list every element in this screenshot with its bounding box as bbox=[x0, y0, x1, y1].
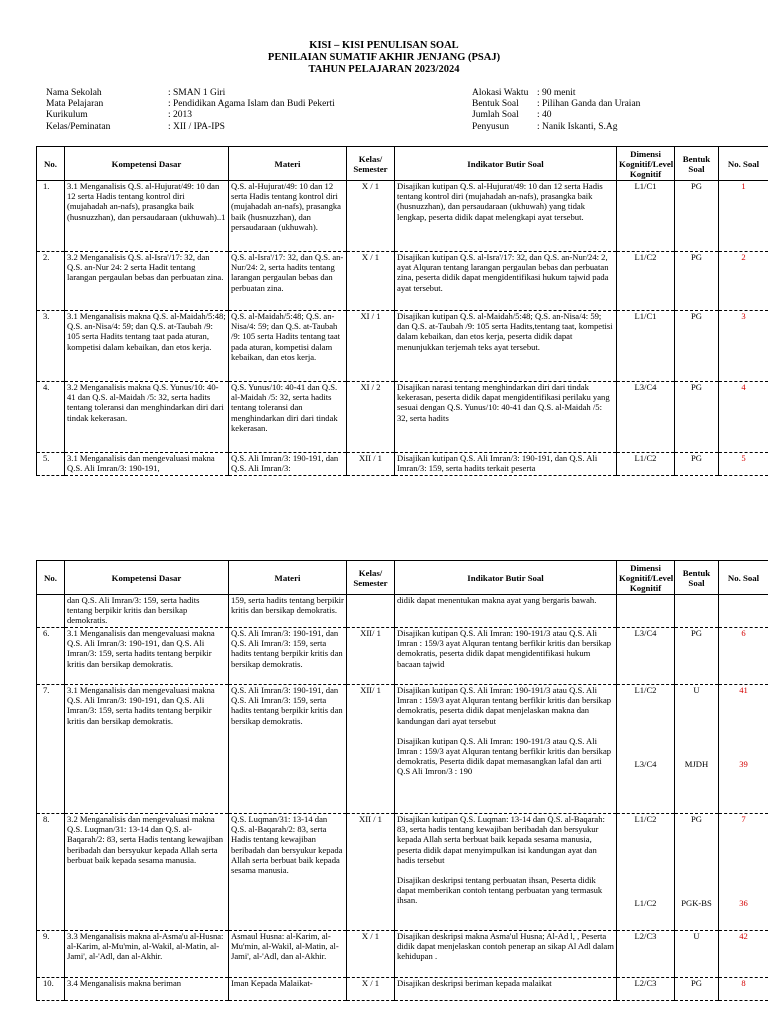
table-row bbox=[37, 311, 768, 382]
info-value: : 40 bbox=[537, 110, 552, 121]
cell-kd: 3.1 Menganalisis dan mengevaluasi makna Q.S. Ali Imran/3: 190-191, dan Q.S. Ali Imran/3: 159, serta hadits tentang berpikir kritis dan bersikap demokratis. bbox=[65, 628, 229, 685]
cell-indikator: Disajikan kutipan Q.S. al-Isra'/17: 32, dan Q.S. an-Nur/24: 2, ayat Alquran tentang larangan pergaulan bebas dan perbuatan zina, peserta didik dapat mengidentifikasi hukum tajwid pada ayat tersebut. bbox=[395, 252, 617, 311]
cell-dimensi: L1/C2 bbox=[617, 453, 675, 476]
cell-dimensi: L1/C1 bbox=[617, 311, 675, 382]
cell-bentuk: PG bbox=[675, 628, 719, 685]
cell-materi: Iman Kepada Malaikat- bbox=[229, 978, 347, 1001]
cell-kelas: XI / 1 bbox=[347, 311, 395, 382]
cell-nosoal: 4 bbox=[719, 382, 768, 453]
bentuk-a: PG bbox=[691, 814, 702, 824]
dimensi-b: L1/C2 bbox=[634, 898, 657, 909]
info-row bbox=[472, 88, 640, 99]
cell-dimensi bbox=[617, 595, 675, 628]
cell-indikator: Disajikan deskripsi beriman kepada malaikat bbox=[395, 978, 617, 1001]
cell-indikator: Disajikan kutipan Q.S. Ali Imran/3: 190-191, dan Q.S. Ali Imran/3: 159, serta hadits terkait peserta bbox=[395, 453, 617, 476]
cell-kd: 3.4 Menganalisis makna beriman bbox=[65, 978, 229, 1001]
table-row bbox=[37, 382, 768, 453]
col-header-kd: Kompetensi Dasar bbox=[65, 561, 229, 595]
doc-title-line1: KISI – KISI PENULISAN SOAL bbox=[309, 40, 459, 51]
cell-materi: Q.S. al-Maidah/5:48; Q.S. an-Nisa/4: 59; dan Q.S. at-Taubah /9: 105 serta Hadits tentang taat pada aturan, kompetisi dalam kebaikan, dan etos kerja. bbox=[229, 311, 347, 382]
nosoal-b: 36 bbox=[739, 898, 748, 909]
cell-kelas: X / 1 bbox=[347, 252, 395, 311]
table-header-row bbox=[37, 561, 768, 595]
col-header-bentuk: Bentuk Soal bbox=[675, 147, 719, 181]
indikator-a: Disajikan kutipan Q.S. Ali Imran: 190-191/3 atau Q.S. Ali Imran : 159/3 ayat Alquran tentang berfikir kritis dan bersikap demokratis, peserta didik dapat menjelaskan makna dan kandungan dari ayat tersebut bbox=[397, 685, 612, 726]
col-header-kd: Kompetensi Dasar bbox=[65, 147, 229, 181]
cell-materi: Asmaul Husna: al-Karim, al-Mu'min, al-Wakil, al-Matin, al-Jami', al-'Adl, dan al-Akhir. bbox=[229, 931, 347, 978]
cell-no: 10. bbox=[37, 978, 65, 1001]
cell-materi: Q.S. al-Isra'/17: 32, dan Q.S. an-Nur/24: 2, serta hadits tentang larangan pergaulan bebas dan perbuatan zina. bbox=[229, 252, 347, 311]
cell-materi: Q.S. Yunus/10: 40-41 dan Q.S. al-Maidah /5: 32, serta hadits tentang toleransi dan menghindarkan diri dari tindak kekerasan. bbox=[229, 382, 347, 453]
cell-kd: dan Q.S. Ali Imran/3: 159, serta hadits tentang berpikir kritis dan bersikap demokratis. bbox=[65, 595, 229, 628]
cell-bentuk: U bbox=[675, 931, 719, 978]
cell-indikator bbox=[395, 814, 617, 931]
cell-kd: 3.3 Menganalisis makna al-Asma'u al-Husna: al-Karim, al-Mu'min, al-Wakil, al-Matin, al-Jami', al-'Adl, dan al-Akhir. bbox=[65, 931, 229, 978]
dimensi-a: L1/C2 bbox=[634, 814, 657, 824]
indikator-b: Disajikan deskripsi tentang perbuatan ihsan, Peserta didik dapat memberikan contoh tentang perbuatan yang termasuk ihsan. bbox=[397, 875, 603, 906]
info-label: Bentuk Soal bbox=[472, 99, 519, 110]
cell-indikator: Disajikan kutipan Q.S. al-Hujurat/49: 10 dan 12 serta Hadis tentang kontrol diri (mujahadah an-nafs), prasangka baik (husnuzzhan), dan persaudaraan (ukhuwah) yang tidak lengkap, peserta didik dapat melengkapi ayat tersebut. bbox=[395, 181, 617, 252]
cell-no bbox=[37, 595, 65, 628]
info-row bbox=[46, 88, 335, 99]
info-label: Mata Pelajaran bbox=[46, 99, 104, 110]
dimensi-a: L1/C2 bbox=[634, 685, 657, 695]
table-row bbox=[37, 453, 768, 476]
info-value: : Pendidikan Agama Islam dan Budi Pekerti bbox=[168, 99, 335, 110]
info-right bbox=[472, 88, 640, 133]
cell-nosoal: 2 bbox=[719, 252, 768, 311]
doc-title-line3: TAHUN PELAJARAN 2023/2024 bbox=[308, 64, 460, 75]
cell-indikator: Disajikan narasi tentang menghindarkan diri dari tindak kekerasan, peserta didik dapat mengidentifikasi perilaku yang sesuai dengan Q.S. Yunus/10: 40-41 dan Q.S. al-Maidah /5: 32, serta hadits bbox=[395, 382, 617, 453]
info-row bbox=[472, 122, 640, 133]
cell-kd: 3.1 Menganalisis makna Q.S. al-Maidah/5:48; Q.S. an-Nisa/4: 59; dan Q.S. at-Taubah /9: 105 serta Hadits tentang taat pada aturan, kompetisi dalam kebaikan, dan etos kerja. bbox=[65, 311, 229, 382]
info-label: Alokasi Waktu bbox=[472, 88, 529, 98]
cell-materi: Q.S. al-Hujurat/49: 10 dan 12 serta Hadis tentang kontrol diri (mujahadah an-nafs), prasangka baik (husnuzzhan), dan persaudaraan (ukhuwah). bbox=[229, 181, 347, 252]
cell-no: 9. bbox=[37, 931, 65, 978]
cell-nosoal: 5 bbox=[719, 453, 768, 476]
col-header-indikator: Indikator Butir Soal bbox=[395, 561, 617, 595]
cell-no: 4. bbox=[37, 382, 65, 453]
indikator-b: Disajikan kutipan Q.S. Ali Imran: 190-191/3 atau Q.S. Ali Imran : 159/3 ayat Alquran tentang berfikir kritis dan bersikap demokratis, Peserta didik dapat memasangkan lafal dan arti Q.S Ali Imron/3 : 190 bbox=[397, 735, 612, 777]
table-row bbox=[37, 814, 768, 931]
table-row bbox=[37, 628, 768, 685]
cell-indikator: Disajikan kutipan Q.S. Ali Imran: 190-191/3 atau Q.S. Ali Imran : 159/3 ayat Alquran tentang berfikir kritis dan bersikap demokratis, peserta didik dapat mengidentifikasi hukum bacaan tajwid bbox=[395, 628, 617, 685]
cell-bentuk: PG bbox=[675, 311, 719, 382]
cell-no: 6. bbox=[37, 628, 65, 685]
dimensi-b: L3/C4 bbox=[634, 759, 657, 770]
col-header-nosoal: No. Soal bbox=[719, 561, 768, 595]
info-row bbox=[472, 110, 640, 121]
info-label: Kurikulum bbox=[46, 110, 88, 121]
kisi-table-page1 bbox=[36, 146, 768, 476]
col-header-no: No. bbox=[37, 561, 65, 595]
bentuk-a: U bbox=[693, 685, 700, 695]
cell-kd: 3.2 Menganalisis Q.S. al-Isra'/17: 32, dan Q.S. an-Nur 24: 2 serta Hadit tentang larangan pergaulan bebas dan perbuatan zina. bbox=[65, 252, 229, 311]
table-row bbox=[37, 252, 768, 311]
table-row bbox=[37, 181, 768, 252]
info-label: Penyusun bbox=[472, 121, 509, 132]
table-header-row bbox=[37, 147, 768, 181]
cell-nosoal: 6 bbox=[719, 628, 768, 685]
info-value: : Nanik Iskanti, S.Ag bbox=[537, 121, 618, 132]
cell-materi: Q.S. Ali Imran/3: 190-191, dan Q.S. Ali Imran/3: 159, serta hadits tentang berpikir kritis dan bersikap demokratis. bbox=[229, 628, 347, 685]
col-header-materi: Materi bbox=[229, 561, 347, 595]
cell-materi: 159, serta hadits tentang berpikir kritis dan bersikap demokratis. bbox=[229, 595, 347, 628]
cell-kelas: X / 1 bbox=[347, 181, 395, 252]
nosoal-a: 41 bbox=[739, 685, 748, 695]
info-row bbox=[46, 99, 335, 110]
cell-kd: 3.2 Menganalisis makna Q.S. Yunus/10: 40-41 dan Q.S. al-Maidah /5: 32, serta hadits tentang toleransi dan menghindarkan diri dari tindak kekerasan. bbox=[65, 382, 229, 453]
col-header-dimensi: Dimensi Kognitif/Level Kognitif bbox=[617, 561, 675, 595]
bentuk-b: PGK-BS bbox=[681, 898, 712, 909]
info-value: : Pilihan Ganda dan Uraian bbox=[537, 99, 641, 110]
cell-dimensi: L1/C1 bbox=[617, 181, 675, 252]
cell-materi: Q.S. Ali Imran/3: 190-191, dan Q.S. Ali Imran/3: 159, serta hadits tentang berpikir kritis dan bersikap demokratis. bbox=[229, 685, 347, 814]
cell-materi: Q.S. Luqman/31: 13-14 dan Q.S. al-Baqarah/2: 83, serta Hadis tentang kewajiban beribadah dan bersyukur kepada Allah serta berbuat baik kepada sesama manusia. bbox=[229, 814, 347, 931]
info-label: Kelas/Peminatan bbox=[46, 121, 111, 132]
cell-nosoal bbox=[719, 685, 768, 814]
kisi-table-page2 bbox=[36, 560, 768, 1001]
cell-dimensi: L1/C2 bbox=[617, 252, 675, 311]
cell-dimensi: L3/C4 bbox=[617, 382, 675, 453]
col-header-kelas: Kelas/ Semester bbox=[347, 561, 395, 595]
cell-no: 2. bbox=[37, 252, 65, 311]
cell-kelas: X / 1 bbox=[347, 931, 395, 978]
cell-indikator: Disajikan kutipan Q.S. al-Maidah/5:48; Q.S. an-Nisa/4: 59; dan Q.S. at-Taubah /9: 105 serta Hadits,tentang taat, kompetisi dalam kebaikan, dan etos kerja, peserta didik dapat menunjukkan terjemah teks ayat tersebut. bbox=[395, 311, 617, 382]
table-row bbox=[37, 931, 768, 978]
info-left bbox=[46, 88, 335, 133]
cell-indikator: didik dapat menentukan makna ayat yang bergaris bawah. bbox=[395, 595, 617, 628]
col-header-dimensi: Dimensi Kognitif/Level Kognitif bbox=[617, 147, 675, 181]
cell-kelas: XI / 2 bbox=[347, 382, 395, 453]
cell-kelas: X / 1 bbox=[347, 978, 395, 1001]
cell-bentuk bbox=[675, 685, 719, 814]
col-header-nosoal: No. Soal bbox=[719, 147, 768, 181]
info-label: Jumlah Soal bbox=[472, 110, 519, 121]
cell-kelas: XII/ 1 bbox=[347, 628, 395, 685]
cell-nosoal bbox=[719, 595, 768, 628]
cell-kelas bbox=[347, 595, 395, 628]
cell-dimensi: L2/C3 bbox=[617, 931, 675, 978]
cell-no: 7. bbox=[37, 685, 65, 814]
cell-nosoal: 3 bbox=[719, 311, 768, 382]
cell-no: 8. bbox=[37, 814, 65, 931]
cell-indikator: Disajikan deskripsi makna Asma'ul Husna; Al-Ad l, , Peserta didik dapat menjelaskan contoh penerap an sikap Al Adl dalam kehidupan . bbox=[395, 931, 617, 978]
nosoal-b: 39 bbox=[739, 759, 748, 770]
cell-bentuk bbox=[675, 595, 719, 628]
cell-dimensi: L3/C4 bbox=[617, 628, 675, 685]
cell-kelas: XII/ 1 bbox=[347, 685, 395, 814]
nosoal-a: 7 bbox=[741, 814, 746, 824]
cell-kelas: XII / 1 bbox=[347, 814, 395, 931]
cell-kd: 3.2 Menganalisis dan mengevaluasi makna Q.S. Luqman/31: 13-14 dan Q.S. al-Baqarah/2: 83, serta Hadis tentang kewajiban beribadah dan bersyukur kepada Allah serta berbuat baik kepada sesama manusia. bbox=[65, 814, 229, 931]
cell-indikator bbox=[395, 685, 617, 814]
info-value: : SMAN 1 Giri bbox=[168, 88, 226, 98]
doc-title-line2: PENILAIAN SUMATIF AKHIR JENJANG (PSAJ) bbox=[267, 52, 501, 63]
indikator-a: Disajikan kutipan Q.S. Luqman: 13-14 dan Q.S. al-Baqarah: 83, serta hadis tentang kewajiban beribadah dan bersyukur kepada Allah serta berbuat baik kepada sesama manusia, peserta didik dapat menyimpulkan isi kandungan ayat dan hadis tersebut bbox=[397, 814, 605, 865]
col-header-materi: Materi bbox=[229, 147, 347, 181]
info-value: : 90 menit bbox=[537, 88, 576, 98]
cell-nosoal: 1 bbox=[719, 181, 768, 252]
col-header-indikator: Indikator Butir Soal bbox=[395, 147, 617, 181]
info-value: : 2013 bbox=[168, 110, 193, 121]
info-row bbox=[472, 99, 640, 110]
cell-no: 1. bbox=[37, 181, 65, 252]
info-label: Nama Sekolah bbox=[46, 88, 102, 98]
cell-materi: Q.S. Ali Imran/3: 190-191, dan Q.S. Ali Imran/3: bbox=[229, 453, 347, 476]
cell-kd: 3.1 Menganalisis Q.S. al-Hujurat/49: 10 dan 12 serta Hadis tentang kontrol diri (mujahadah an-nafs), prasangka baik (husnuzzhan), dan persaudaraan (ukhuwah)..1 bbox=[65, 181, 229, 252]
col-header-kelas: Kelas/ Semester bbox=[347, 147, 395, 181]
cell-bentuk bbox=[675, 814, 719, 931]
cell-dimensi bbox=[617, 814, 675, 931]
cell-kd: 3.1 Menganalisis dan mengevaluasi makna Q.S. Ali Imran/3: 190-191, dan Q.S. Ali Imran/3: 159, serta hadits tentang berpikir kritis dan bersikap demokratis. bbox=[65, 685, 229, 814]
cell-no: 5. bbox=[37, 453, 65, 476]
col-header-no: No. bbox=[37, 147, 65, 181]
cell-nosoal bbox=[719, 814, 768, 931]
cell-bentuk: PG bbox=[675, 252, 719, 311]
cell-dimensi: L2/C3 bbox=[617, 978, 675, 1001]
cell-kd: 3.1 Menganalisis dan mengevaluasi makna Q.S. Ali Imran/3: 190-191, bbox=[65, 453, 229, 476]
table-row bbox=[37, 595, 768, 628]
cell-bentuk: PG bbox=[675, 453, 719, 476]
cell-bentuk: PG bbox=[675, 382, 719, 453]
cell-bentuk: PG bbox=[675, 978, 719, 1001]
cell-kelas: XII / 1 bbox=[347, 453, 395, 476]
cell-dimensi bbox=[617, 685, 675, 814]
info-row bbox=[46, 122, 335, 133]
bentuk-b: MJDH bbox=[684, 759, 709, 770]
cell-no: 3. bbox=[37, 311, 65, 382]
cell-nosoal: 8 bbox=[719, 978, 768, 1001]
cell-nosoal: 42 bbox=[719, 931, 768, 978]
table-row bbox=[37, 685, 768, 814]
cell-bentuk: PG bbox=[675, 181, 719, 252]
info-value: : XII / IPA-IPS bbox=[168, 121, 225, 132]
info-row bbox=[46, 110, 335, 121]
col-header-bentuk: Bentuk Soal bbox=[675, 561, 719, 595]
table-row bbox=[37, 978, 768, 1001]
